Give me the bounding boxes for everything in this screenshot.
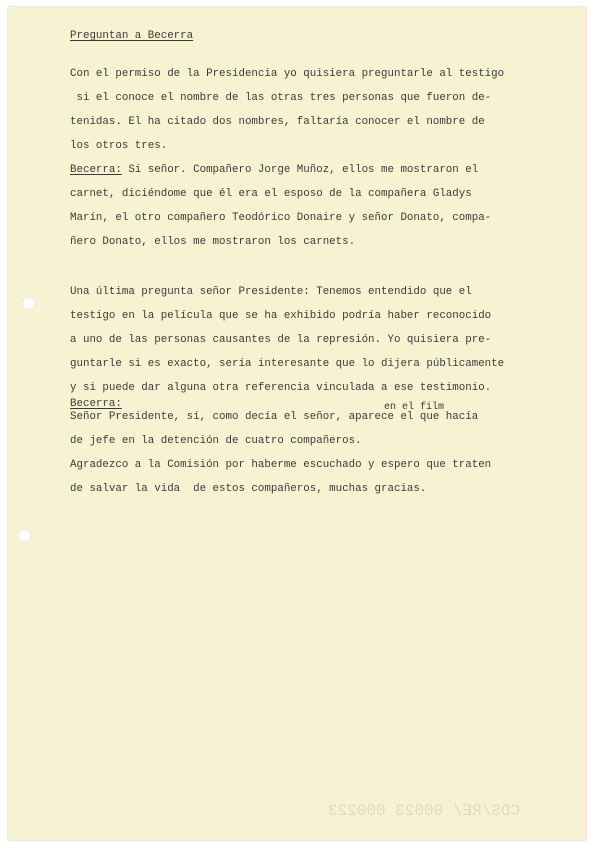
question-line: Una última pregunta señor Presidente: Tenemos entendido que el [70, 286, 472, 298]
answer-line: de jefe en la detención de cuatro compañeros. [70, 435, 362, 447]
answer-line: de salvar la vida de estos compañeros, muchas gracias. [70, 483, 427, 495]
question-line: testigo en la película que se ha exhibido podría haber reconocido [70, 310, 492, 322]
punch-hole [22, 297, 35, 310]
document-heading: Preguntan a Becerra [70, 30, 194, 42]
answer-line [70, 163, 478, 177]
speaker-label: Becerra: [70, 398, 122, 410]
speaker-label: Becerra: [70, 164, 122, 176]
answer-line: Señor Presidente, sí, como decía el señor, aparece el que hacía [70, 411, 479, 423]
question-line: Con el permiso de la Presidencia yo quisiera preguntarle al testigo [70, 68, 505, 80]
handwritten-insertion: en el film [384, 402, 445, 413]
question-line: tenidas. El ha citado dos nombres, faltaría conocer el nombre de [70, 116, 485, 128]
punch-hole [18, 529, 31, 542]
question-line: los otros tres. [70, 140, 168, 152]
answer-line: Marín, el otro compañero Teodórico Donaire y señor Donato, compa- [70, 212, 492, 224]
question-line: guntarle si es exacto, sería interesante que lo dijera públicamente [70, 358, 505, 370]
archive-stamp: CDS/RE/ 00023 000223 [328, 802, 521, 820]
answer-line: Agradezco a la Comisión por haberme escuchado y espero que traten [70, 459, 492, 471]
question-line: y si puede dar alguna otra referencia vinculada a ese testimonio. [70, 382, 492, 394]
question-line: si el conoce el nombre de las otras tres personas que fueron de- [70, 92, 492, 104]
answer-line: ñero Donato, ellos me mostraron los carnets. [70, 236, 356, 248]
question-line: a uno de las personas causantes de la represión. Yo quisiera pre- [70, 334, 492, 346]
document-page [8, 7, 586, 840]
answer-text: Si señor. Compañero Jorge Muñoz, ellos me mostraron el [121, 164, 479, 176]
answer-line: carnet, diciéndome que él era el esposo de la compañera Gladys [70, 188, 472, 200]
